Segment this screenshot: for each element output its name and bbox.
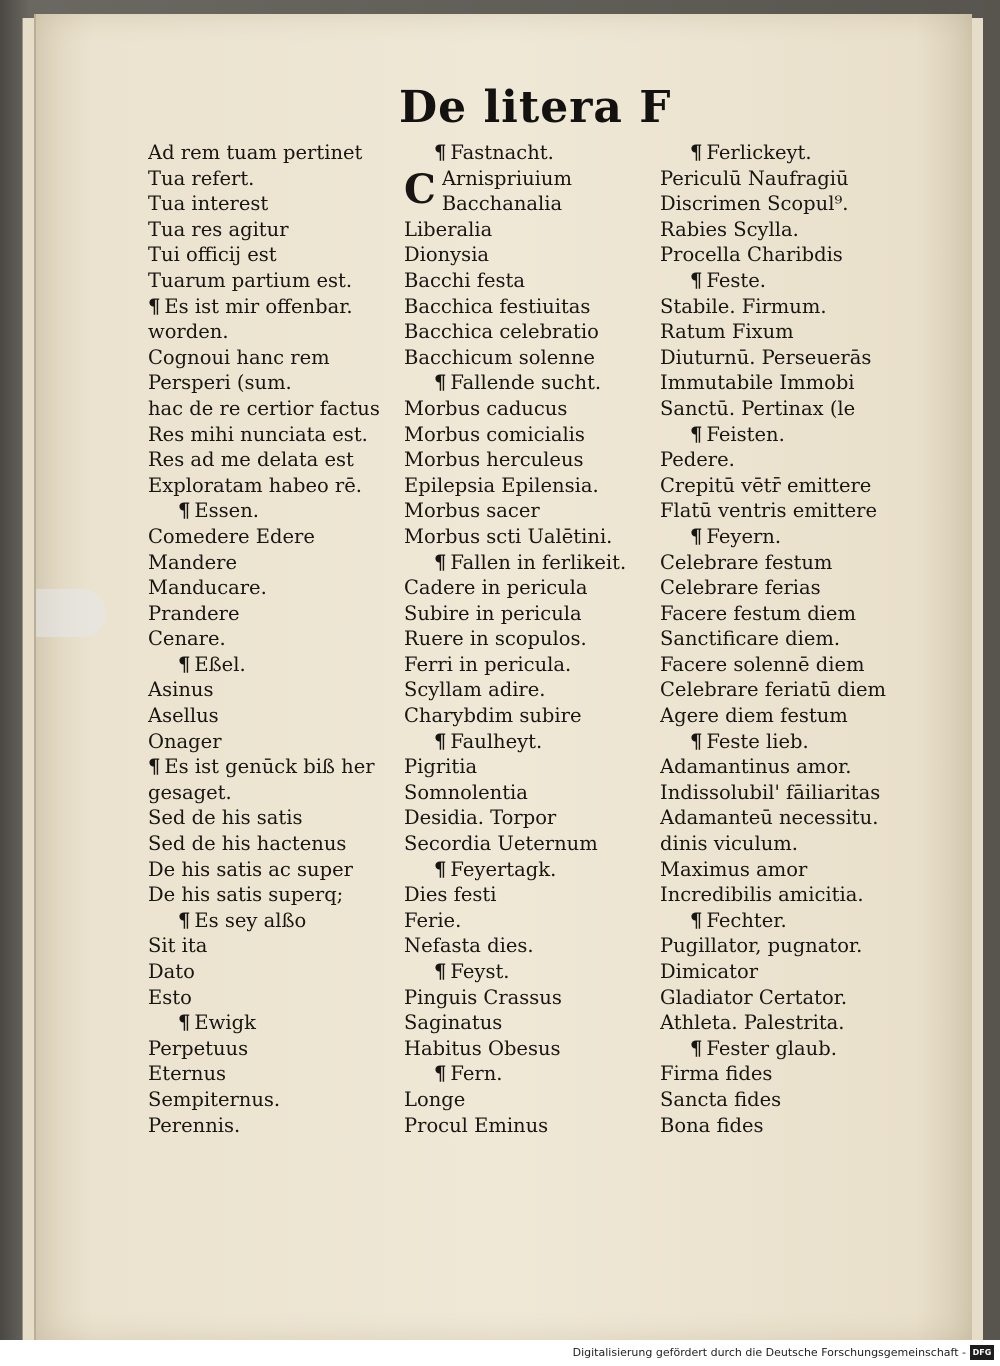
entry-text: Celebrare feriatū diem (660, 678, 887, 702)
entry-text: Morbus herculeus (404, 448, 584, 472)
pilcrow-icon: ¶ (434, 371, 447, 395)
entry-text: Gladiator Certator. (660, 985, 848, 1009)
entry-line (148, 447, 403, 473)
entry-line (148, 805, 403, 831)
entry-line (148, 422, 403, 448)
entry-heading (148, 908, 403, 934)
entry-line (660, 985, 915, 1011)
entry-line (148, 217, 403, 243)
entry-heading (404, 959, 660, 985)
entry-line (148, 831, 403, 857)
entry-heading (404, 140, 660, 166)
entry-line (404, 268, 660, 294)
entry-text: Ferlickeyt. (706, 141, 812, 164)
entry-line (148, 857, 403, 883)
entry-line (404, 345, 660, 371)
entry-text: Agere diem festum (660, 704, 848, 728)
entry-line (660, 626, 915, 652)
entry-text: Scyllam adire. (404, 678, 546, 702)
entry-line (404, 1010, 660, 1036)
entry-text: Cadere in pericula (404, 576, 588, 600)
entry-text: Asellus (148, 704, 219, 728)
entry-text: Pedere. (660, 448, 735, 472)
entry-line (148, 294, 403, 320)
entry-line (660, 498, 915, 524)
entry-text: Sanctificare diem. (660, 627, 841, 651)
entry-text: Morbus comicialis (404, 422, 585, 446)
entry-text: Facere solennē diem (660, 652, 865, 676)
entry-heading (660, 908, 915, 934)
page-title: De litera F (399, 82, 672, 133)
entry-line (404, 677, 660, 703)
entry-text: Fester glaub. (706, 1036, 837, 1060)
entry-text: Nefasta dies. (404, 934, 534, 958)
entry-text: Sanctū. Pertinax (le (660, 396, 856, 420)
entry-text: Habitus Obesus (404, 1036, 561, 1060)
entry-line (660, 345, 915, 371)
entry-text: Eternus (148, 1062, 227, 1086)
entry-text: Indissolubil' fāiliaritas (660, 780, 881, 804)
entry-line (660, 933, 915, 959)
entry-text: Tua refert. (148, 166, 255, 190)
entry-line (404, 985, 660, 1011)
entry-line (148, 703, 403, 729)
pilcrow-icon: ¶ (434, 1062, 447, 1086)
entry-line (442, 191, 660, 217)
entry-text: Exploratam habeo rē. (148, 473, 362, 497)
entry-text: De his satis ac super (148, 857, 353, 881)
entry-heading (660, 729, 915, 755)
entry-text: Feisten. (706, 422, 785, 446)
entry-line (148, 1061, 403, 1087)
footer-credit: Digitalisierung gefördert durch die Deutsche Forschungsgemeinschaft - (572, 1346, 966, 1359)
entry-line (660, 1061, 915, 1087)
entry-line (148, 370, 403, 396)
entry-line (404, 447, 660, 473)
entry-text: Eßel. (194, 652, 246, 676)
entry-text: Perpetuus (148, 1036, 249, 1060)
entry-text: Bona fides (660, 1113, 764, 1137)
entry-text: Firma fides (660, 1062, 773, 1086)
entry-line (660, 959, 915, 985)
entry-text: Sit ita (148, 934, 208, 958)
entry-text: dinis viculum. (660, 832, 798, 856)
entry-text: Es ist mir offenbar. (164, 294, 353, 318)
pilcrow-icon: ¶ (690, 1036, 703, 1060)
entry-line (148, 319, 403, 345)
entry-line (404, 217, 660, 243)
entry-text: Morbus sacer (404, 499, 540, 523)
entry-text: Prandere (148, 601, 240, 625)
entry-text: Desidia. Torpor (404, 806, 557, 830)
entry-line (148, 626, 403, 652)
entry-text: Maximus amor (660, 857, 808, 881)
entry-text: Diuturnū. Perseuerās (660, 345, 872, 369)
entry-text: Secordia Ueternum (404, 832, 598, 856)
entry-line (148, 575, 403, 601)
entry-line (404, 524, 660, 550)
entry-line (660, 601, 915, 627)
entry-text: Adamantinus amor. (660, 755, 852, 779)
entry-line (660, 703, 915, 729)
entry-line (404, 294, 660, 320)
entry-text: Procella Charibdis (660, 243, 843, 267)
entry-line (404, 754, 660, 780)
entry-line (660, 652, 915, 678)
entry-heading (148, 1010, 403, 1036)
entry-line (404, 1087, 660, 1113)
entry-text: gesaget. (148, 780, 232, 804)
entry-line (404, 831, 660, 857)
entry-text: Tui officij est (148, 243, 277, 267)
entry-line (148, 754, 403, 780)
entry-text: De his satis superq; (148, 883, 344, 907)
entry-line (148, 882, 403, 908)
entry-line (148, 1036, 403, 1062)
entry-line (660, 754, 915, 780)
column-2 (404, 140, 660, 1138)
entry-line (148, 985, 403, 1011)
entry-line (660, 831, 915, 857)
entry-heading (660, 1036, 915, 1062)
entry-text: Dies festi (404, 883, 497, 907)
entry-line (148, 677, 403, 703)
entry-line (404, 908, 660, 934)
entry-text: Tua interest (148, 192, 269, 216)
pilcrow-icon: ¶ (434, 550, 447, 574)
entry-text: Res mihi nunciata est. (148, 422, 368, 446)
entry-line (660, 217, 915, 243)
entry-text: Saginatus (404, 1011, 503, 1035)
entry-text: Charybdim subire (404, 704, 582, 728)
entry-text: Subire in pericula (404, 601, 582, 625)
entry-line (404, 626, 660, 652)
entry-line (404, 473, 660, 499)
entry-heading (148, 652, 403, 678)
entry-text: worden. (148, 320, 229, 344)
entry-line (148, 729, 403, 755)
entry-line (404, 1113, 660, 1139)
entry-line (404, 242, 660, 268)
entry-text: Ewigk (194, 1011, 256, 1035)
entry-text: Ratum Fixum (660, 320, 794, 344)
entry-text: Arnispriuium (441, 166, 572, 190)
entry-line (148, 1113, 403, 1139)
entry-text: Es sey alßo (194, 908, 307, 932)
entry-line (442, 166, 660, 192)
pilcrow-icon: ¶ (434, 141, 447, 164)
entry-text: Epilepsia Epilensia. (404, 473, 599, 497)
entry-text: Dionysia (404, 243, 490, 267)
entry-text: Feyst. (450, 960, 510, 983)
entry-text: hac de re certior factus (148, 396, 380, 420)
entry-text: Incredibilis amicitia. (660, 883, 864, 907)
entry-text: Adamanteū necessitu. (660, 806, 879, 830)
entry-line (660, 370, 915, 396)
entry-line (660, 550, 915, 576)
entry-line (148, 345, 403, 371)
entry-text: Feyern. (706, 524, 782, 548)
entry-text: Feste. (706, 268, 767, 292)
pilcrow-icon: ¶ (178, 652, 191, 676)
entry-text: Bacchica celebratio (404, 320, 599, 344)
entry-line (148, 166, 403, 192)
entry-line (404, 396, 660, 422)
entry-text: Facere festum diem (660, 601, 856, 625)
entry-line (148, 473, 403, 499)
entry-text: Fastnacht. (450, 141, 554, 164)
entry-text: Comedere Edere (148, 524, 315, 548)
entry-text: Longe (404, 1087, 466, 1111)
pilcrow-icon: ¶ (148, 755, 161, 779)
entry-line (660, 447, 915, 473)
entry-line (660, 805, 915, 831)
entry-text: Asinus (148, 678, 214, 702)
entry-line (148, 550, 403, 576)
entry-text: Onager (148, 729, 222, 753)
entry-heading (404, 370, 660, 396)
entry-line (404, 422, 660, 448)
drop-capital: C (404, 165, 436, 213)
entry-line (660, 857, 915, 883)
entry-text: Pugillator, pugnator. (660, 934, 863, 958)
entry-text: Crepitū vētr̄ emittere (660, 473, 872, 497)
entry-line (660, 166, 915, 192)
entry-line (404, 498, 660, 524)
entry-text: Persperi (sum. (148, 371, 292, 395)
digitization-footer (0, 1340, 1000, 1366)
entry-text: Tuarum partium est. (148, 268, 353, 292)
entry-line (660, 473, 915, 499)
pilcrow-icon: ¶ (178, 499, 191, 523)
page-clip (36, 589, 106, 637)
entry-text: Mandere (148, 550, 238, 574)
dfg-logo: DFG (970, 1345, 994, 1360)
entry-line (148, 524, 403, 550)
entry-text: Esto (148, 985, 192, 1009)
entry-text: Ferie. (404, 908, 462, 932)
entry-line (660, 575, 915, 601)
entry-line (404, 933, 660, 959)
entry-line (148, 959, 403, 985)
entry-line (404, 780, 660, 806)
entry-text: Celebrare festum (660, 550, 833, 574)
entry-line (148, 933, 403, 959)
pilcrow-icon: ¶ (690, 141, 703, 164)
entry-heading (404, 729, 660, 755)
entry-text: Fechter. (706, 908, 787, 932)
pilcrow-icon: ¶ (690, 729, 703, 753)
entry-text: Sed de his satis (148, 806, 303, 830)
entry-text: Discrimen Scopul⁹. (660, 192, 849, 216)
entry-text: Stabile. Firmum. (660, 294, 827, 318)
entry-line (660, 780, 915, 806)
entry-text: Ad rem tuam pertinet (148, 141, 363, 164)
entry-text: Fern. (450, 1062, 503, 1086)
entry-line (660, 677, 915, 703)
entry-text: Essen. (194, 499, 259, 523)
entry-line (660, 319, 915, 345)
entry-text: Athleta. Palestrita. (660, 1011, 845, 1035)
pilcrow-icon: ¶ (690, 908, 703, 932)
entry-heading (404, 1061, 660, 1087)
entry-text: Flatū ventris emittere (660, 499, 878, 523)
entry-text: Rabies Scylla. (660, 217, 799, 241)
entry-line (404, 805, 660, 831)
entry-line (660, 1010, 915, 1036)
column-3 (660, 140, 915, 1138)
entry-text: Res ad me delata est (148, 448, 354, 472)
entry-text: Es ist genūck biß her (164, 755, 375, 779)
entry-text: Morbus scti Ualētini. (404, 524, 613, 548)
entry-line (148, 780, 403, 806)
entry-text: Manducare. (148, 576, 267, 600)
entry-line (404, 601, 660, 627)
entry-text: Sancta fides (660, 1087, 782, 1111)
entry-line (148, 140, 403, 166)
entry-line (660, 882, 915, 908)
entry-line (404, 1036, 660, 1062)
entry-line (660, 1113, 915, 1139)
entry-heading (660, 268, 915, 294)
entry-text: Faulheyt. (450, 729, 543, 753)
entry-text: Perennis. (148, 1113, 241, 1137)
pilcrow-icon: ¶ (434, 857, 447, 881)
entry-text: Feyertagk. (450, 857, 557, 881)
entry-line (660, 294, 915, 320)
entry-text: Immutabile Immobi (660, 371, 855, 395)
entry-text: Somnolentia (404, 780, 528, 804)
entry-line (660, 242, 915, 268)
entry-text: Periculū Naufragiū (660, 166, 849, 190)
entry-line (404, 575, 660, 601)
entry-line (148, 242, 403, 268)
entry-text: Tua res agitur (148, 217, 289, 241)
entry-text: Dimicator (660, 960, 759, 983)
column-1 (148, 140, 403, 1138)
entry-line (404, 703, 660, 729)
entry-text: Sed de his hactenus (148, 832, 347, 856)
entry-text: Liberalia (404, 217, 493, 241)
entry-heading (660, 422, 915, 448)
entry-text: Pigritia (404, 755, 478, 779)
entry-text: Celebrare ferias (660, 576, 821, 600)
entry-line (148, 191, 403, 217)
entry-line (660, 396, 915, 422)
entry-heading (660, 524, 915, 550)
pilcrow-icon: ¶ (178, 1011, 191, 1035)
entry-text: Ferri in pericula. (404, 652, 572, 676)
entry-line (660, 191, 915, 217)
entry-text: Bacchanalia (441, 192, 563, 216)
entry-text: Cenare. (148, 627, 226, 651)
entry-line (148, 396, 403, 422)
entry-line (404, 652, 660, 678)
entry-text: Ruere in scopulos. (404, 627, 587, 651)
pilcrow-icon: ¶ (148, 294, 161, 318)
entry-text: Cognoui hanc rem (148, 345, 330, 369)
entry-text: Fallen in ferlikeit. (450, 550, 627, 574)
entry-line (660, 1087, 915, 1113)
entry-text: Feste lieb. (706, 729, 809, 753)
entry-text: Morbus caducus (404, 396, 568, 420)
entry-text: Fallende sucht. (450, 371, 602, 395)
entry-line (404, 319, 660, 345)
entry-text: Procul Eminus (404, 1113, 549, 1137)
entry-line (148, 268, 403, 294)
pilcrow-icon: ¶ (690, 422, 703, 446)
entry-line (148, 601, 403, 627)
entry-heading (148, 498, 403, 524)
pilcrow-icon: ¶ (690, 524, 703, 548)
entry-text: Bacchica festiuitas (404, 294, 591, 318)
pilcrow-icon: ¶ (434, 960, 447, 983)
entry-text: Sempiternus. (148, 1087, 281, 1111)
entry-line (404, 882, 660, 908)
entry-heading (404, 857, 660, 883)
entry-heading (404, 550, 660, 576)
entry-text: Pinguis Crassus (404, 985, 562, 1009)
entry-text: Dato (148, 960, 195, 983)
entry-text: Bacchicum solenne (404, 345, 595, 369)
entry-text: Bacchi festa (404, 268, 526, 292)
pilcrow-icon: ¶ (690, 268, 703, 292)
pilcrow-icon: ¶ (434, 729, 447, 753)
pilcrow-icon: ¶ (178, 908, 191, 932)
entry-line (148, 1087, 403, 1113)
entry-heading (660, 140, 915, 166)
